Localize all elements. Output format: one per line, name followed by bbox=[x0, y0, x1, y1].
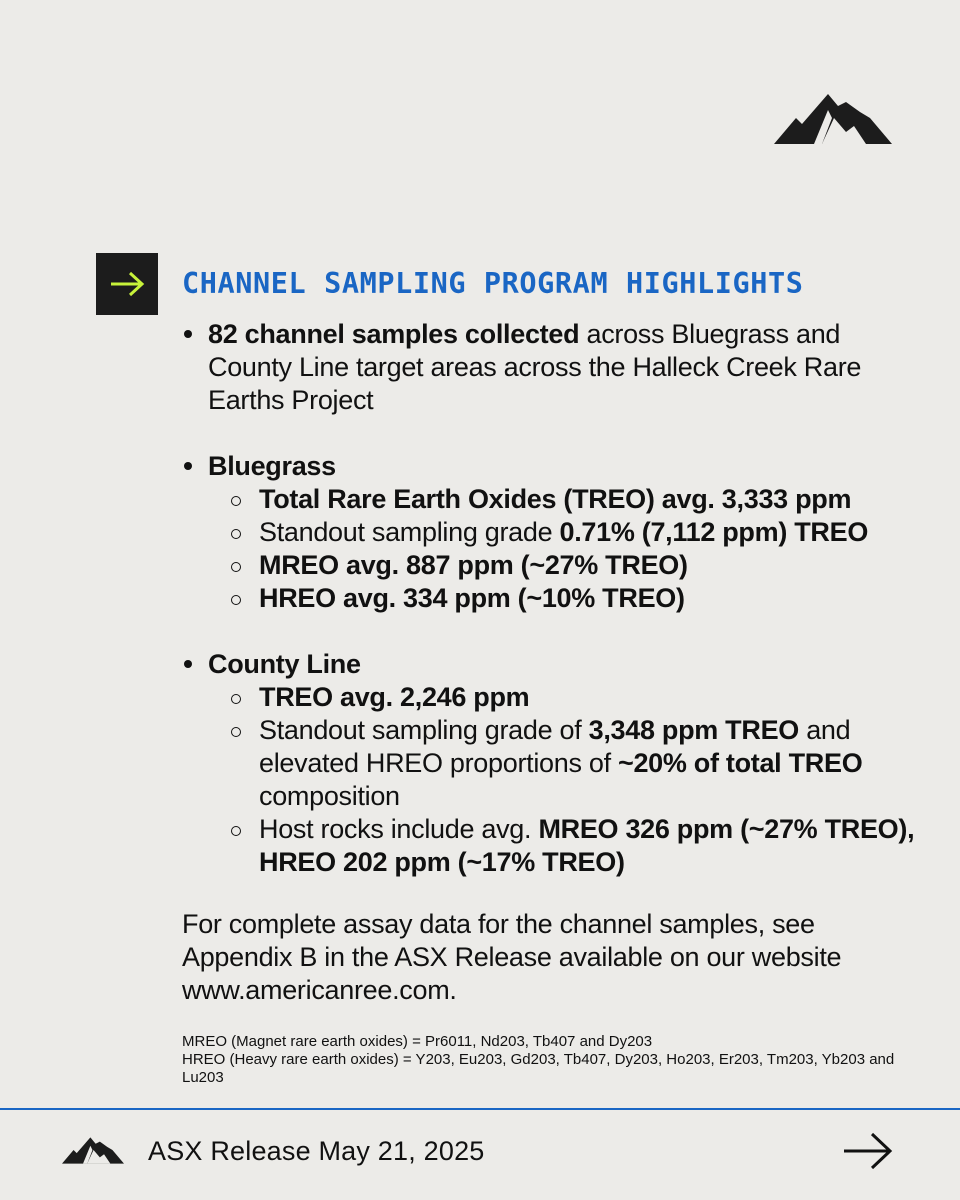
footnote-mreo: MREO (Magnet rare earth oxides) = Pr6011, Nd203, Tb407 and Dy203 bbox=[182, 1033, 653, 1050]
assay-data-paragraph: For complete assay data for the channel samples, see Appendix B in the ASX Release available on our website www.americanree.com. bbox=[182, 909, 842, 1005]
bluegrass-item-treo: Total Rare Earth Oxides (TREO) avg. 3,333 ppm bbox=[182, 483, 922, 516]
highlights-content bbox=[182, 318, 922, 1087]
list-item-intro bbox=[182, 318, 922, 417]
section-arrow-badge bbox=[96, 253, 158, 315]
footer-divider bbox=[0, 1108, 960, 1110]
mountain-logo-icon bbox=[774, 92, 892, 144]
bluegrass-item-hreo: HREO avg. 334 ppm (~10% TREO) bbox=[182, 582, 922, 615]
section-heading: CHANNEL SAMPLING PROGRAM HIGHLIGHTS bbox=[182, 267, 804, 300]
mountain-logo-icon bbox=[62, 1136, 124, 1164]
intro-text: across Bluegrass and County Line target areas across the Halleck Creek Rare Earths Project bbox=[208, 319, 862, 415]
bluegrass-title: Bluegrass bbox=[208, 451, 336, 481]
county-line-item-treo: TREO avg. 2,246 ppm bbox=[182, 681, 922, 714]
arrow-right-icon[interactable] bbox=[842, 1131, 894, 1171]
footnote-hreo: HREO (Heavy rare earth oxides) = Y203, Eu203, Gd203, Tb407, Dy203, Ho203, Er203, Tm203, Yb203 and Lu203 bbox=[182, 1051, 895, 1086]
intro-bold: 82 channel samples collected bbox=[208, 319, 580, 349]
arrow-right-icon bbox=[109, 271, 145, 297]
county-line-item-standout: Standout sampling grade of 3,348 ppm TREO and elevated HREO proportions of ~20% of total TREO composition bbox=[182, 714, 922, 813]
county-line-item-host-rocks: Host rocks include avg. MREO 326 ppm (~27% TREO), HREO 202 ppm (~17% TREO) bbox=[182, 813, 922, 879]
list-item-bluegrass bbox=[182, 450, 922, 483]
footnote bbox=[182, 1033, 922, 1087]
bluegrass-item-standout: Standout sampling grade 0.71% (7,112 ppm) TREO bbox=[182, 516, 922, 549]
county-line-title: County Line bbox=[208, 649, 361, 679]
list-item-county-line bbox=[182, 648, 922, 681]
bluegrass-item-mreo: MREO avg. 887 ppm (~27% TREO) bbox=[182, 549, 922, 582]
release-date-label: ASX Release May 21, 2025 bbox=[148, 1136, 485, 1166]
